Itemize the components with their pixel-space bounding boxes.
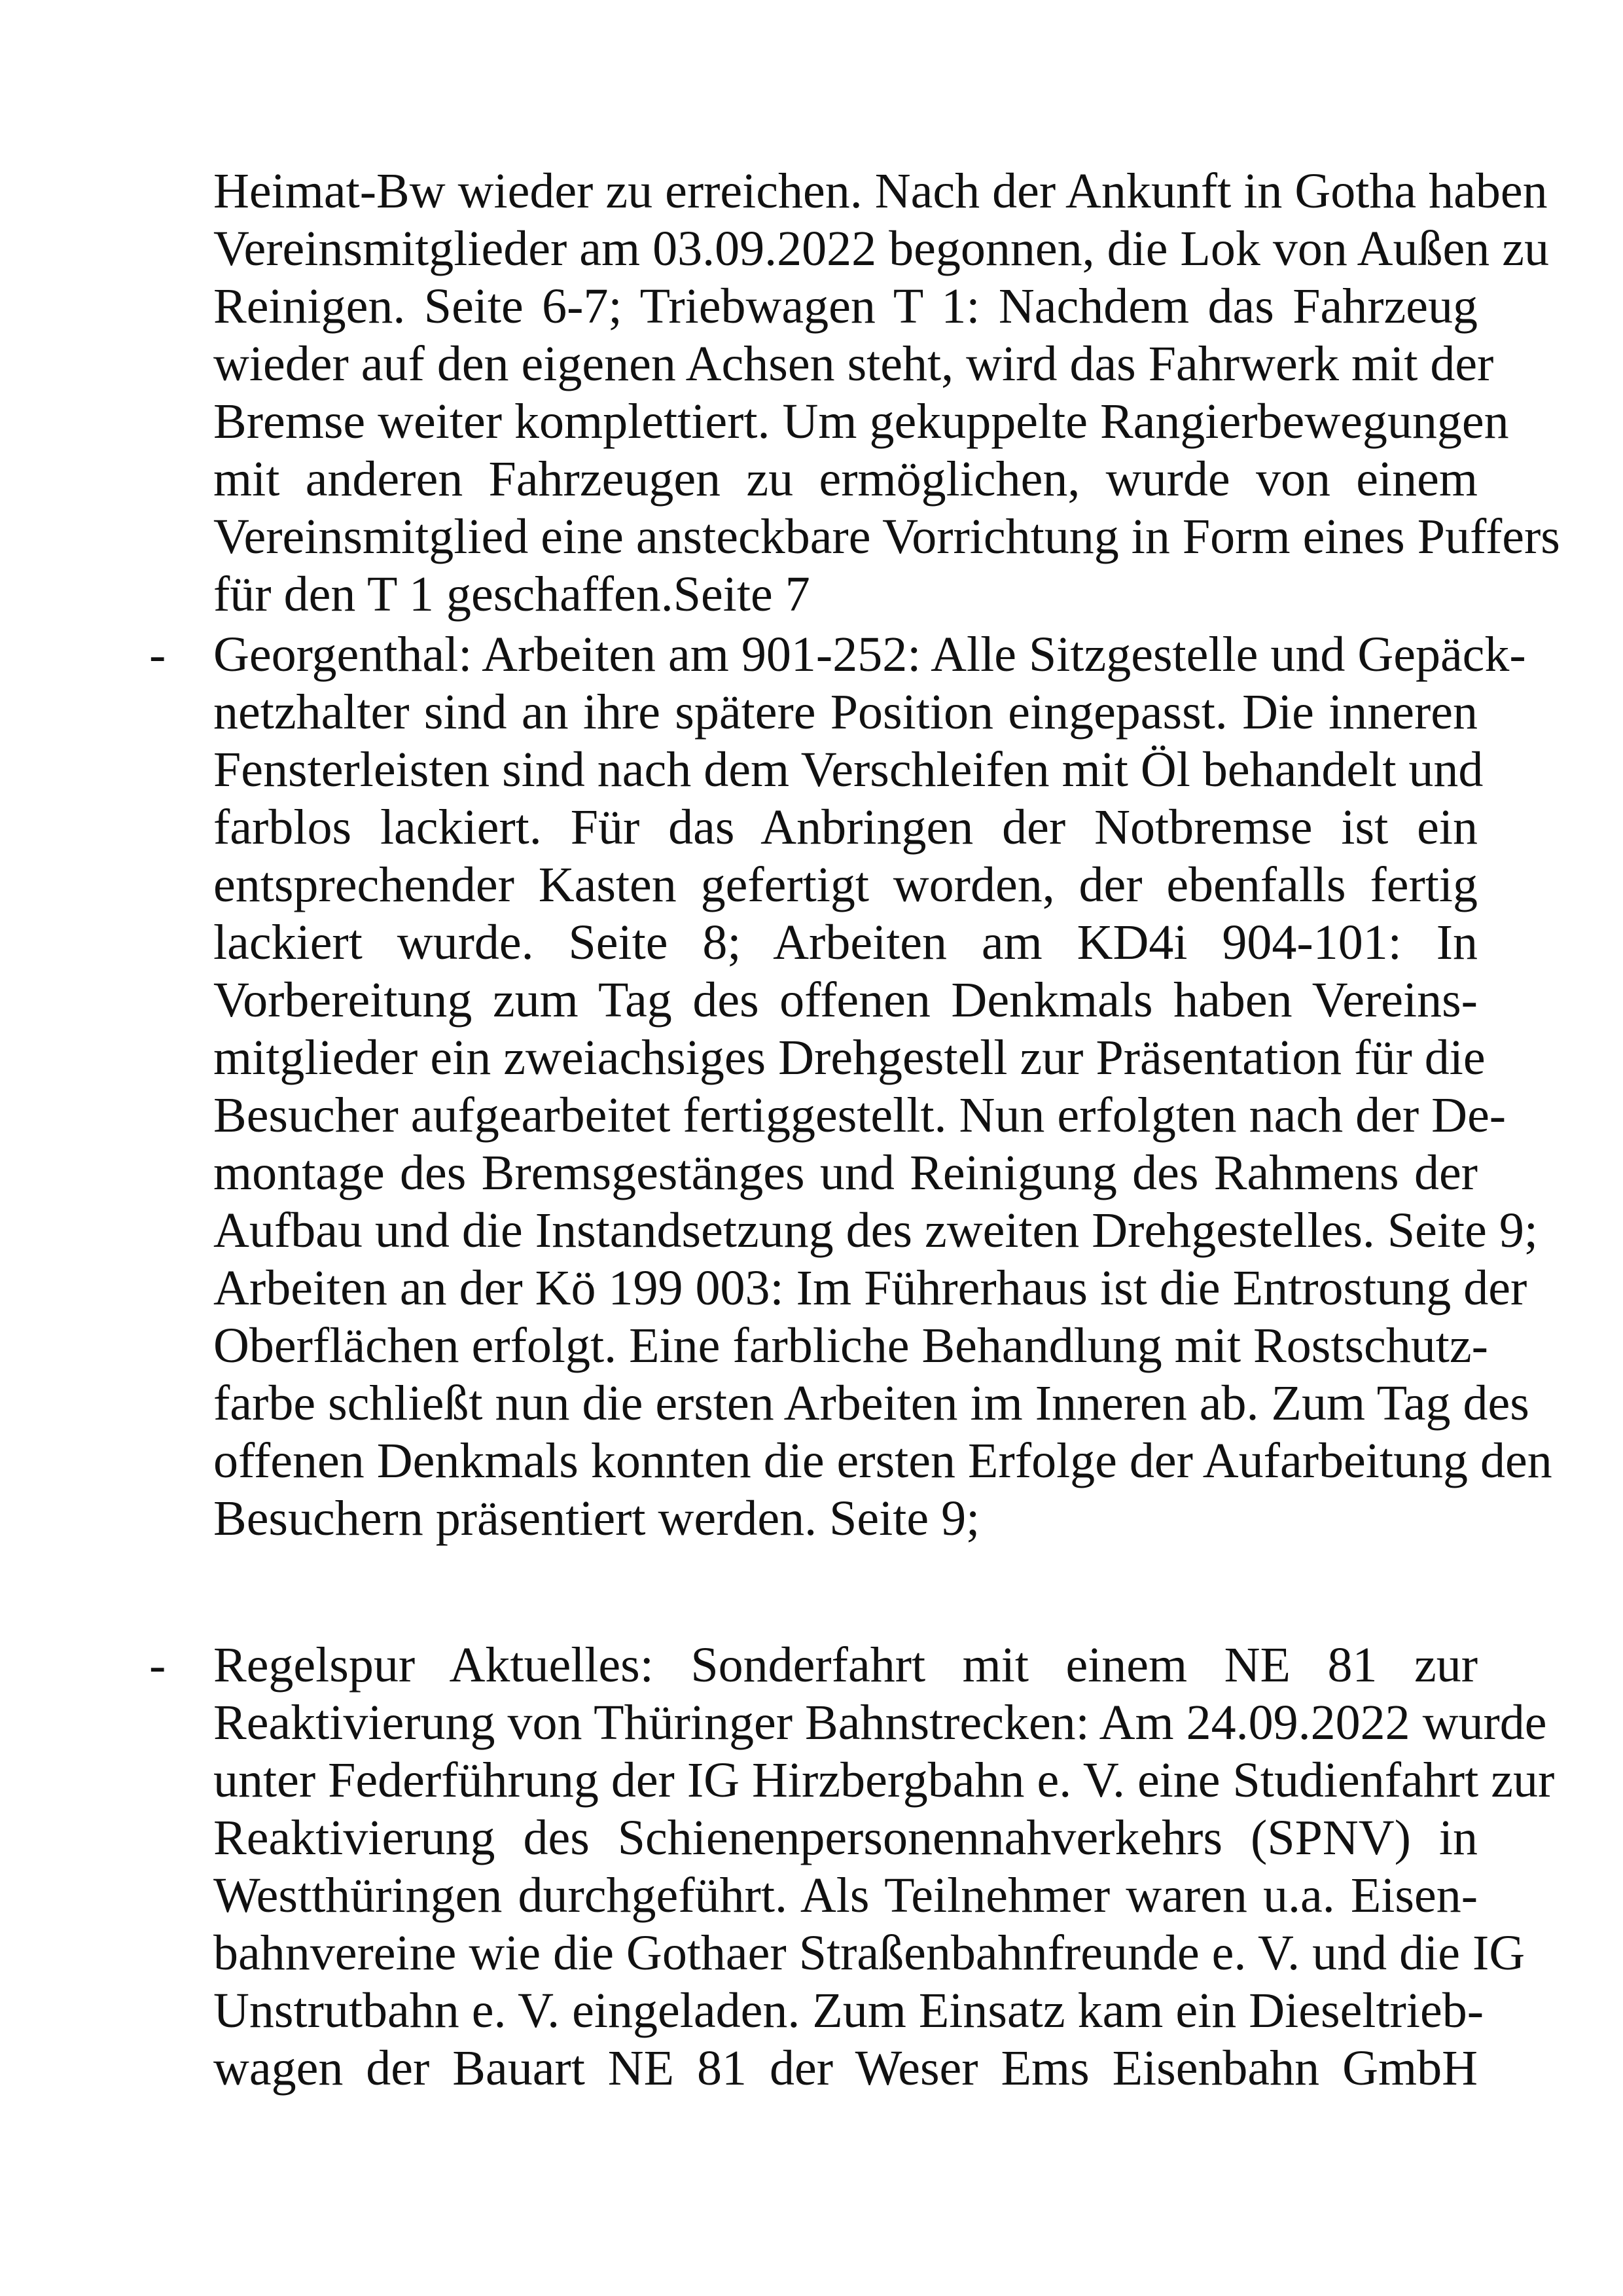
text-line: Unstrutbahn e. V. eingeladen. Zum Einsatz kam ein Dieseltrieb- — [213, 1983, 1484, 2038]
text-line: Vorbereitung zum Tag des offenen Denkmals haben Vereins- — [213, 973, 1478, 1028]
text-line: für den T 1 geschaffen.Seite 7 — [213, 567, 810, 622]
text-line: Aufbau und die Instandsetzung des zweiten Drehgestelles. Seite 9; — [213, 1203, 1538, 1258]
text-line: unter Federführung der IG Hirzbergbahn e. V. eine Studienfahrt zur — [213, 1753, 1555, 1808]
text-line: farbe schließt nun die ersten Arbeiten im Inneren ab. Zum Tag des — [213, 1376, 1529, 1431]
text-line: Georgenthal: Arbeiten am 901-252: Alle Sitzgestelle und Gepäck- — [213, 627, 1526, 682]
text-line: Westthüringen durchgeführt. Als Teilnehmer waren u.a. Eisen- — [213, 1868, 1478, 1923]
text-line: Besuchern präsentiert werden. Seite 9; — [213, 1491, 980, 1546]
text-line: Reaktivierung des Schienenpersonennahverkehrs (SPNV) in — [213, 1810, 1478, 1865]
text-line: offenen Denkmals konnten die ersten Erfolge der Aufarbeitung den — [213, 1433, 1552, 1488]
text-line: mit anderen Fahrzeugen zu ermöglichen, wurde von einem — [213, 452, 1478, 507]
text-line: farblos lackiert. Für das Anbringen der Notbremse ist ein — [213, 800, 1478, 855]
text-line: Bremse weiter komplettiert. Um gekuppelte Rangierbewegungen — [213, 394, 1509, 449]
text-line: wieder auf den eigenen Achsen steht, wird das Fahrwerk mit der — [213, 336, 1494, 391]
text-line: Heimat-Bw wieder zu erreichen. Nach der Ankunft in Gotha haben — [213, 164, 1548, 219]
list-item-georgenthal — [213, 626, 1552, 1547]
text-line: Vereinsmitglied eine ansteckbare Vorrichtung in Form eines Puffers — [213, 509, 1560, 564]
text-line: Vereinsmitglieder am 03.09.2022 begonnen, die Lok von Außen zu — [213, 221, 1550, 276]
list-bullet: - — [149, 627, 166, 682]
list-bullet: - — [149, 1638, 166, 1693]
text-line: lackiert wurde. Seite 8; Arbeiten am KD4i 904-101: In — [213, 915, 1478, 970]
text-line: Fensterleisten sind nach dem Verschleifen mit Öl behandelt und — [213, 742, 1484, 797]
text-line: Arbeiten an der Kö 199 003: Im Führerhaus ist die Entrostung der — [213, 1261, 1527, 1316]
text-line: entsprechender Kasten gefertigt worden, der ebenfalls fertig — [213, 857, 1478, 912]
text-line: Oberflächen erfolgt. Eine farbliche Behandlung mit Rostschutz- — [213, 1318, 1488, 1373]
text-line: Regelspur Aktuelles: Sonderfahrt mit einem NE 81 zur — [213, 1638, 1478, 1693]
text-line: Reinigen. Seite 6-7; Triebwagen T 1: Nachdem das Fahrzeug — [213, 279, 1478, 334]
text-line: wagen der Bauart NE 81 der Weser Ems Eisenbahn GmbH — [213, 2041, 1478, 2096]
text-line: bahnvereine wie die Gothaer Straßenbahnfreunde e. V. und die IG — [213, 1926, 1525, 1981]
text-line: Reaktivierung von Thüringer Bahnstrecken: Am 24.09.2022 wurde — [213, 1695, 1547, 1750]
text-line: netzhalter sind an ihre spätere Position eingepasst. Die inneren — [213, 685, 1478, 740]
list-item-regelspur — [213, 1636, 1555, 2097]
text-line: mitglieder ein zweiachsiges Drehgestell zur Präsentation für die — [213, 1030, 1486, 1085]
paragraph-continuation — [213, 162, 1560, 623]
text-line: montage des Bremsgestänges und Reinigung des Rahmens der — [213, 1145, 1478, 1200]
text-line: Besucher aufgearbeitet fertiggestellt. Nun erfolgten nach der De- — [213, 1088, 1507, 1143]
